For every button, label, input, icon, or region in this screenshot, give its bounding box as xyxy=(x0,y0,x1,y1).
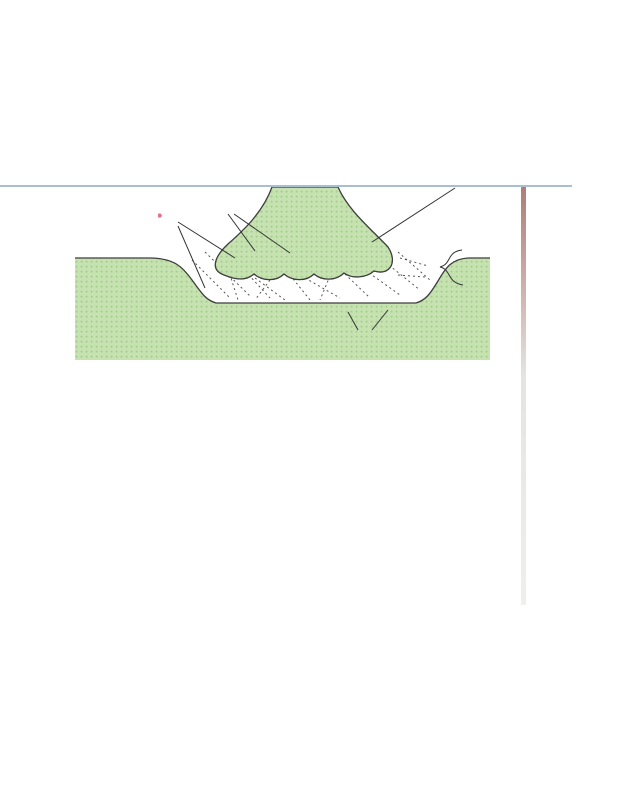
page-scan-edge xyxy=(521,187,526,605)
red-scan-mark xyxy=(158,213,162,217)
synapse-figure-diagram xyxy=(70,187,530,372)
